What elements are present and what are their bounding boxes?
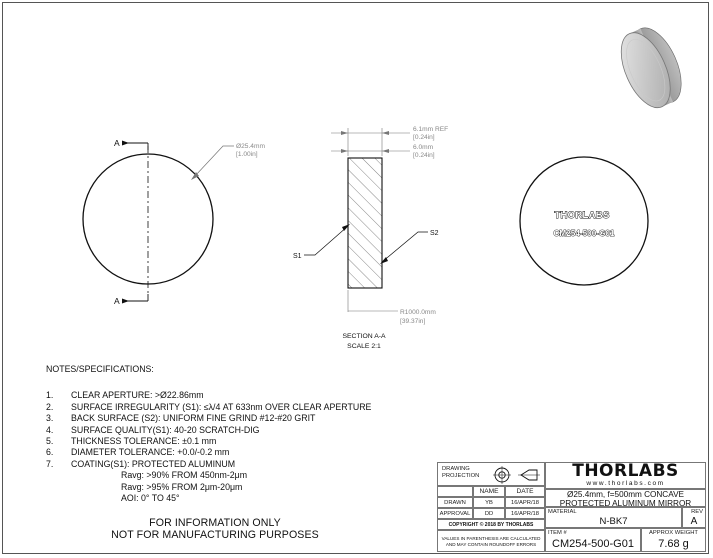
- approval-label: APPROVAL: [437, 508, 473, 519]
- material-label: MATERIAL: [548, 509, 577, 515]
- s1-leader: [304, 226, 348, 255]
- edge-thickness-label-in: [0.24in]: [413, 152, 435, 159]
- drawn-name: YB: [473, 497, 505, 508]
- engraving-brand: THORLABS: [554, 210, 610, 221]
- note-number: 1.: [46, 390, 54, 401]
- approval-date: 16/APR/18: [505, 508, 545, 519]
- front-view: [83, 138, 265, 306]
- note-text: SURFACE QUALITY(S1): 40-20 SCRATCH-DIG: [71, 424, 260, 435]
- weight-label: APPROX WEIGHT: [649, 530, 698, 536]
- projection-symbol-icon: [492, 465, 542, 485]
- rev-label: REV: [691, 509, 703, 515]
- section-marker-bottom: A: [114, 296, 120, 306]
- note-item: [46, 436, 371, 447]
- description-cell: [545, 489, 706, 507]
- note-text: SURFACE IRREGULARITY (S1): ≤λ/4 AT 633nm OVER CLEAR APERTURE: [71, 401, 372, 412]
- note-number: 6.: [46, 447, 54, 458]
- rev-value: A: [690, 516, 698, 527]
- thickness-ref-label-in: [0.24in]: [413, 134, 435, 141]
- note-text: CLEAR APERTURE: >Ø22.86mm: [71, 390, 204, 401]
- name-header: NAME: [473, 486, 505, 497]
- note-text: DIAMETER TOLERANCE: +0.0/-0.2 mm: [71, 447, 230, 458]
- coating-spec: Ravg: >90% FROM 450nm-2μm: [121, 470, 248, 481]
- note-text: BACK SURFACE (S2): UNIFORM FINE GRIND #12-#20 GRIT: [71, 413, 316, 424]
- section-arrow-top: [122, 141, 129, 146]
- coating-spec: Ravg: >95% FROM 2μm-20μm: [121, 481, 243, 492]
- drawn-date: 16/APR/18: [505, 497, 545, 508]
- note-number: 7.: [46, 458, 54, 469]
- edge-thickness-label: 6.0mm: [413, 144, 434, 151]
- drawing-projection-label: DRAWING PROJECTION: [442, 466, 480, 479]
- disclaimer: [110, 517, 320, 541]
- note-number: 3.: [46, 413, 54, 424]
- thorlabs-logo: THORLABS: [572, 462, 679, 481]
- logo-cell: [545, 462, 706, 489]
- note-item: [46, 390, 371, 401]
- note-number: 4.: [46, 424, 54, 435]
- projection-cell: [437, 462, 545, 486]
- item-number: CM254-500-G01: [552, 538, 634, 550]
- rev-cell: [682, 507, 706, 528]
- values-note-line: AND MAY CONTAIN ROUNDOFF ERRORS: [445, 542, 537, 547]
- front-view-outline: [83, 154, 213, 284]
- notes-title: NOTES/SPECIFICATIONS:: [46, 364, 154, 374]
- material-cell: [545, 507, 682, 528]
- approval-name: DD: [473, 508, 505, 519]
- section-arrow-bottom: [122, 299, 129, 304]
- note-number: 2.: [46, 401, 54, 412]
- weight-value: 7.68 g: [658, 538, 689, 550]
- radius-label-in: [39.37in]: [400, 318, 426, 325]
- note-item: [46, 413, 371, 424]
- coating-spec: AOI: 0° TO 45°: [121, 493, 180, 504]
- item-cell: [545, 528, 641, 552]
- item-label: ITEM #: [548, 530, 567, 536]
- section-scale: SCALE 2:1: [347, 343, 381, 350]
- s1-label: S1: [293, 253, 302, 260]
- note-text: THICKNESS TOLERANCE: ±0.1 mm: [71, 436, 217, 447]
- s2-leader: [382, 232, 428, 262]
- diameter-leader: [195, 146, 234, 176]
- back-view: [520, 157, 648, 285]
- disclaimer-line: FOR INFORMATION ONLY: [149, 517, 281, 529]
- back-view-outline: [520, 157, 648, 285]
- website: www.thorlabs.com: [586, 480, 665, 487]
- description-line: Ø25.4mm, f=500mm CONCAVE: [566, 490, 684, 499]
- diameter-dimension: Ø25.4mm: [236, 143, 265, 150]
- radius-label: R1000.0mm: [400, 309, 436, 316]
- diameter-dimension-in: [1.00in]: [236, 151, 258, 158]
- engraving-part-number: CM254-500-G01: [553, 229, 615, 238]
- weight-cell: [641, 528, 706, 552]
- section-caption: SECTION A-A: [342, 333, 386, 340]
- notes-block: [46, 364, 371, 504]
- title-block: [437, 462, 706, 552]
- note-item: [46, 402, 371, 413]
- mirror-3d-thumbnail: [611, 21, 691, 115]
- disclaimer-line: NOT FOR MANUFACTURING PURPOSES: [111, 529, 319, 541]
- section-marker-top: A: [114, 138, 120, 148]
- section-body: [348, 158, 382, 288]
- note-item: [46, 447, 371, 458]
- note-text: COATING(S1): PROTECTED ALUMINUM: [71, 458, 236, 469]
- s2-label: S2: [430, 230, 439, 237]
- values-note: [437, 530, 545, 552]
- section-view: [293, 126, 448, 350]
- date-header: DATE: [505, 486, 545, 497]
- thickness-ref-label: 6.1mm REF: [413, 126, 449, 133]
- values-note-line: VALUES IN PARENTHESIS ARE CALCULATED: [441, 536, 541, 541]
- note-number: 5.: [46, 436, 54, 447]
- copyright-notice: COPYRIGHT © 2018 BY THORLABS: [437, 519, 545, 530]
- drawn-label: DRAWN: [437, 497, 473, 508]
- description-line: PROTECTED ALUMINUM MIRROR: [559, 498, 692, 507]
- material-value: N-BK7: [599, 516, 628, 527]
- note-item: [46, 459, 371, 470]
- note-item: [46, 425, 371, 436]
